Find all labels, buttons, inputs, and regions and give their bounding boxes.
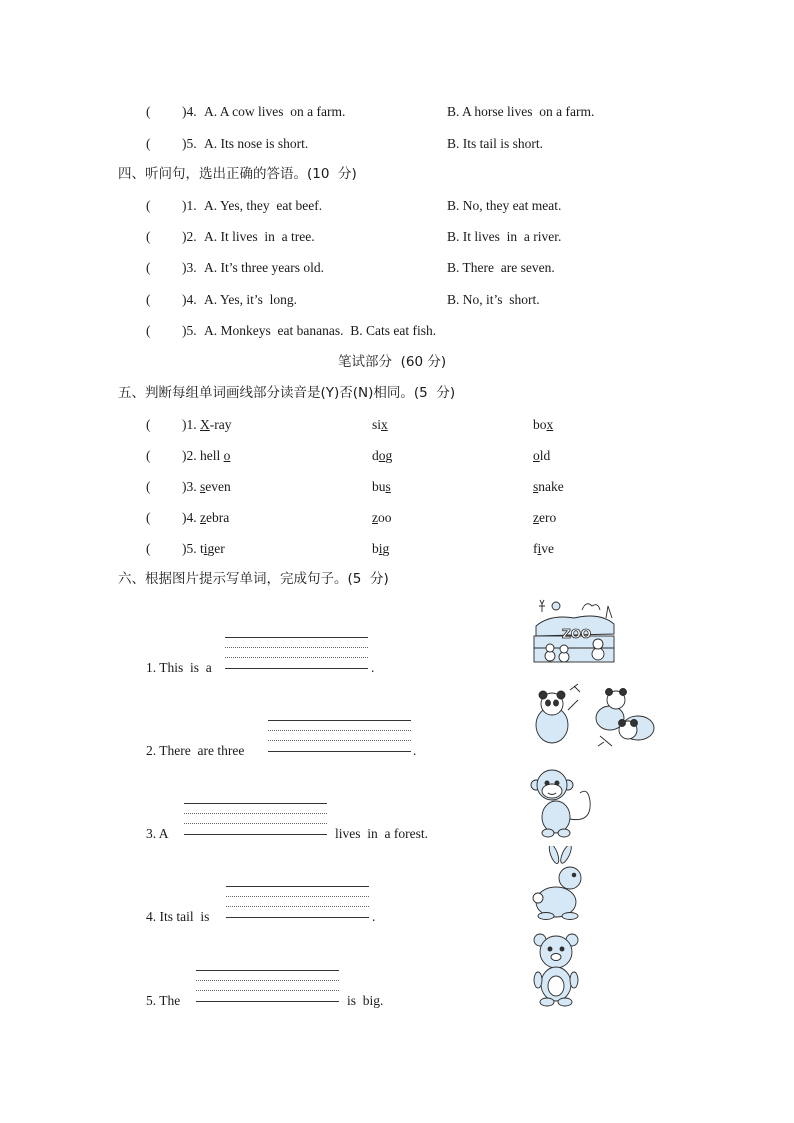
question-number: )2.	[182, 229, 197, 244]
option-a: A. It’s three years old.	[204, 260, 324, 275]
answer-paren[interactable]: (	[146, 448, 151, 463]
section-4-heading: 四、听问句，选出正确的答语。(10 分)	[118, 166, 357, 182]
answer-paren[interactable]: (	[146, 292, 151, 307]
option-a: A. Its nose is short.	[204, 136, 309, 151]
zoo-picture	[530, 596, 618, 668]
word-3: old	[533, 448, 551, 463]
option-b: B. No, it’s short.	[447, 292, 540, 307]
writing-blank-3[interactable]	[184, 803, 327, 835]
monkey-picture	[530, 763, 598, 839]
pandas-picture	[530, 680, 658, 750]
word-3: zero	[533, 510, 557, 525]
option-a: A. It lives in a tree.	[204, 229, 315, 244]
word-1: )3. seven	[182, 479, 231, 494]
question-number: )5.	[182, 323, 197, 338]
option-a: A. A cow lives on a farm.	[204, 104, 346, 119]
sentence-3-start: 3. A	[146, 826, 169, 841]
answer-paren[interactable]: (	[146, 260, 151, 275]
option-a: A. Monkeys eat bananas. B. Cats eat fish.	[204, 323, 437, 338]
answer-paren[interactable]: (	[146, 198, 151, 213]
option-a: A. Yes, it’s long.	[204, 292, 298, 307]
writing-blank-4[interactable]	[226, 886, 369, 918]
section-6-heading: 六、根据图片提示写单词，完成句子。(5 分)	[118, 571, 389, 587]
question-number: )4.	[182, 292, 197, 307]
option-b: B. No, they eat meat.	[447, 198, 562, 213]
sentence-3-end: lives in a forest.	[335, 826, 428, 841]
word-2: six	[372, 417, 388, 432]
writing-blank-5[interactable]	[196, 970, 339, 1002]
bear-picture	[530, 930, 582, 1008]
answer-paren[interactable]: (	[146, 417, 151, 432]
word-1: )1. X-ray	[182, 417, 232, 432]
zoo-sign-text: ZOO	[562, 627, 592, 641]
word-2: zoo	[372, 510, 392, 525]
word-3: five	[533, 541, 555, 556]
answer-paren[interactable]: (	[146, 479, 151, 494]
question-number: )3.	[182, 260, 197, 275]
question-number: )5.	[182, 136, 197, 151]
answer-paren[interactable]: (	[146, 104, 151, 119]
word-3: snake	[533, 479, 564, 494]
sentence-2-start: 2. There are three	[146, 743, 245, 758]
writing-blank-2[interactable]	[268, 720, 411, 752]
word-1: )2. hell o	[182, 448, 231, 463]
question-number: )4.	[182, 104, 197, 119]
sentence-5-start: 5. The	[146, 993, 181, 1008]
word-3: box	[533, 417, 554, 432]
rabbit-picture	[530, 846, 594, 922]
writing-blank-1[interactable]	[225, 637, 368, 669]
option-b: B. Its tail is short.	[447, 136, 544, 151]
option-b: B. It lives in a river.	[447, 229, 562, 244]
word-1: )4. zebra	[182, 510, 230, 525]
sentence-2-end: .	[413, 743, 417, 758]
word-2: big	[372, 541, 390, 556]
written-section-title: 笔试部分 (60 分)	[338, 354, 447, 370]
sentence-1-start: 1. This is a	[146, 660, 212, 675]
sentence-5-end: is big.	[347, 993, 384, 1008]
sentence-4-start: 4. Its tail is	[146, 909, 210, 924]
sentence-4-end: .	[372, 909, 376, 924]
answer-paren[interactable]: (	[146, 323, 151, 338]
answer-paren[interactable]: (	[146, 541, 151, 556]
question-number: )1.	[182, 198, 197, 213]
answer-paren[interactable]: (	[146, 229, 151, 244]
sentence-1-end: .	[371, 660, 375, 675]
answer-paren[interactable]: (	[146, 510, 151, 525]
word-2: bus	[372, 479, 391, 494]
answer-paren[interactable]: (	[146, 136, 151, 151]
word-1: )5. tiger	[182, 541, 225, 556]
option-a: A. Yes, they eat beef.	[204, 198, 323, 213]
section-5-heading: 五、判断每组单词画线部分读音是(Y)否(N)相同。(5 分)	[118, 385, 456, 401]
word-2: dog	[372, 448, 393, 463]
option-b: B. A horse lives on a farm.	[447, 104, 595, 119]
option-b: B. There are seven.	[447, 260, 555, 275]
